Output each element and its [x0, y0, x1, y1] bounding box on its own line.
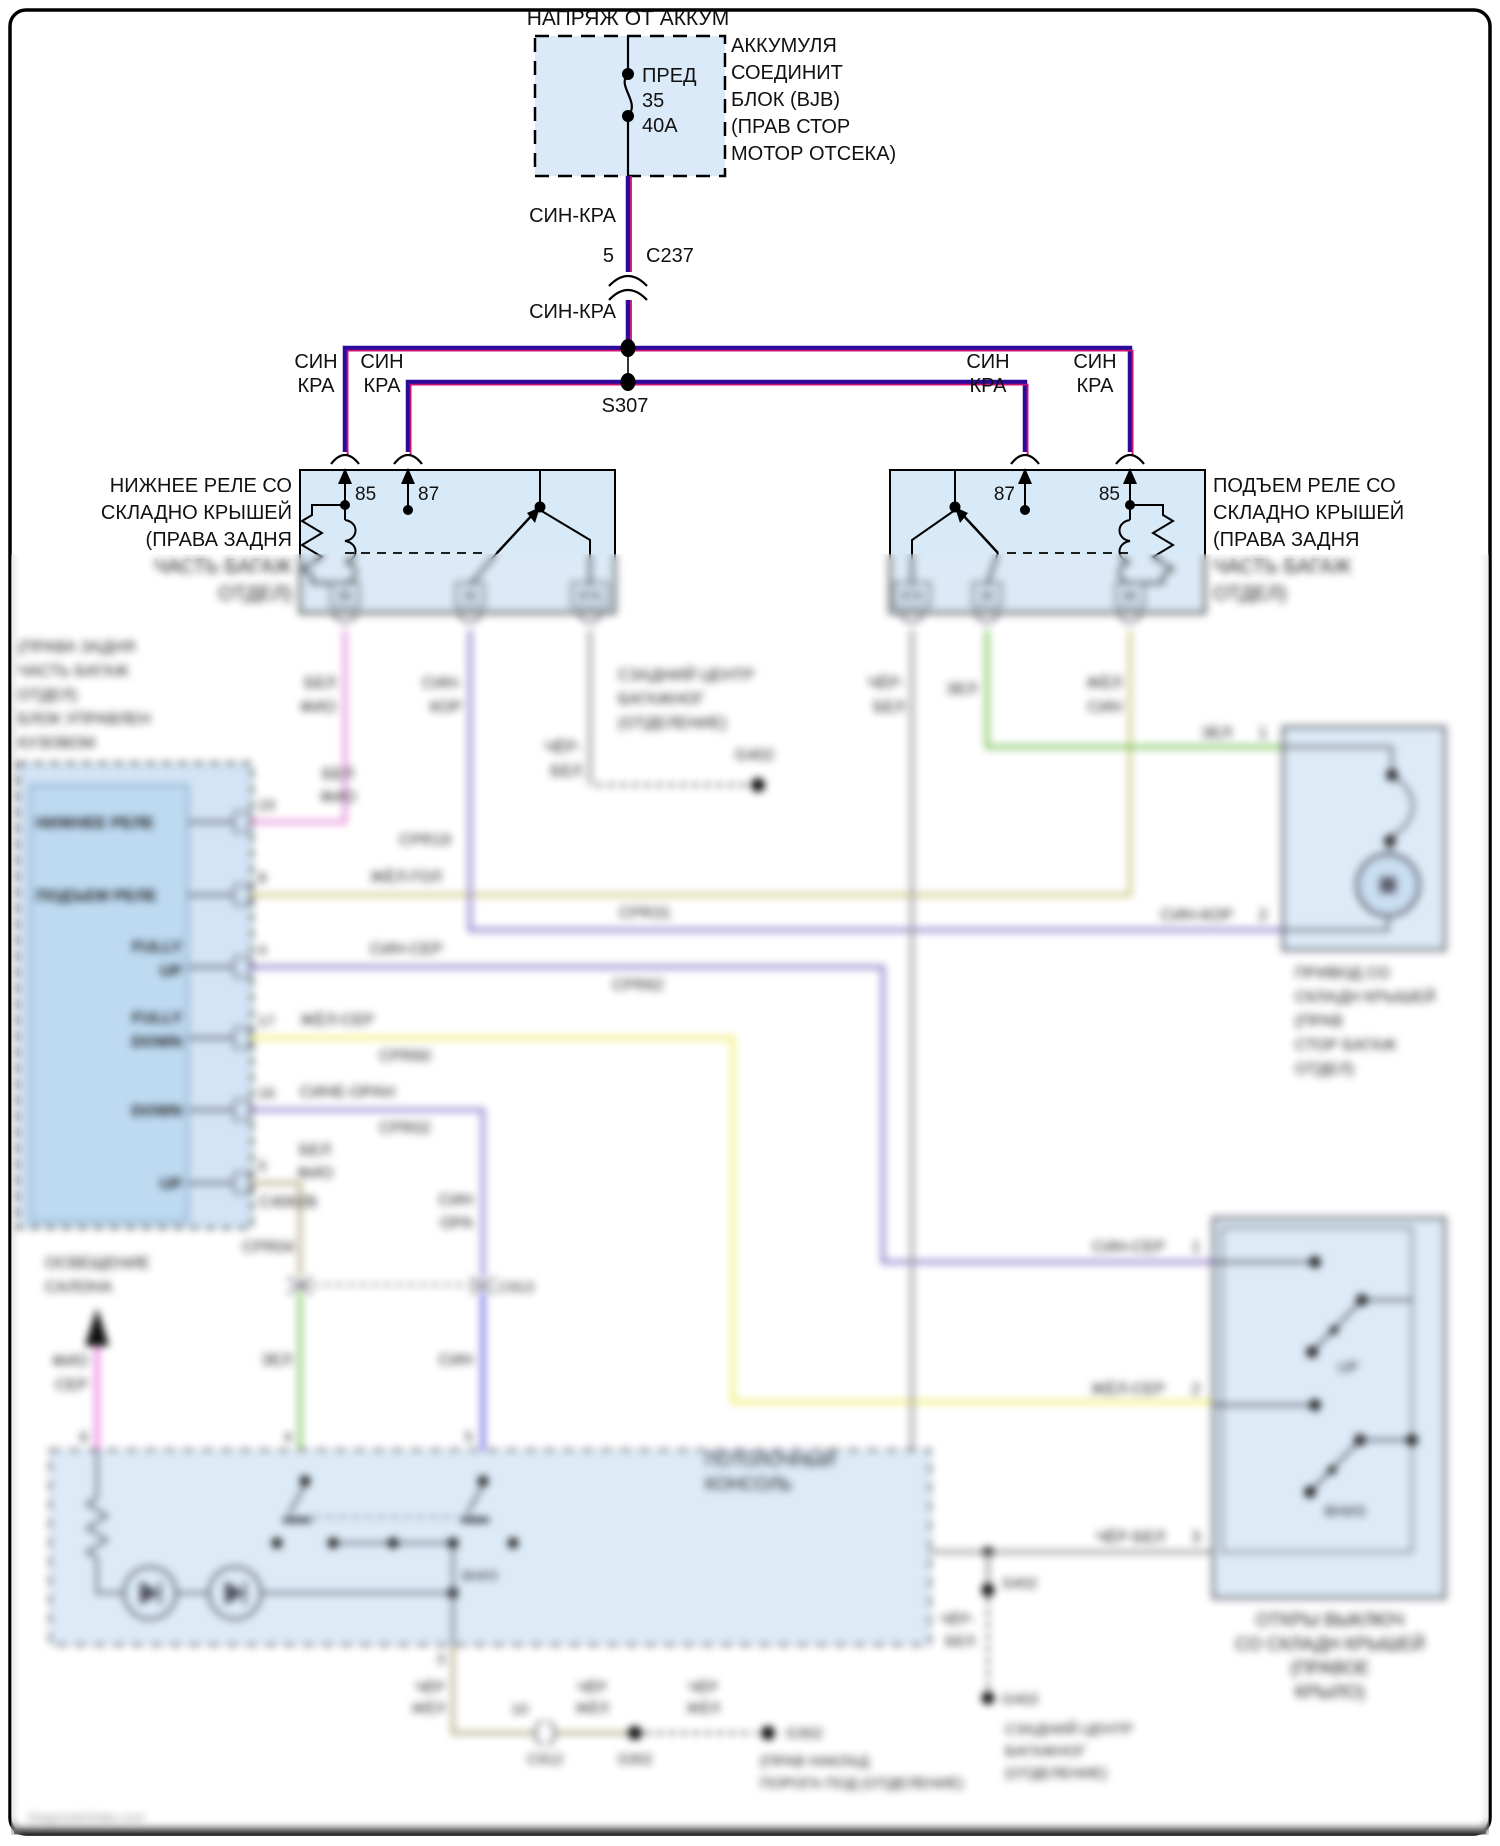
fuse-label: ПРЕД — [642, 65, 697, 87]
overhead-console-box — [50, 1450, 930, 1645]
svg-text:ЧЁР-: ЧЁР- — [939, 1611, 975, 1628]
svg-text:ЧЁР: ЧЁР — [414, 1679, 445, 1696]
bcm-box — [18, 763, 275, 1228]
svg-text:FULLY: FULLY — [131, 1010, 182, 1027]
console-ground-run — [411, 1645, 963, 1792]
svg-text:86: 86 — [1123, 589, 1137, 603]
svg-text:DOWN: DOWN — [131, 1103, 182, 1120]
c237-label: C237 — [646, 245, 694, 267]
svg-text:(ПРАВОЕ: (ПРАВОЕ — [1290, 1658, 1370, 1678]
branch-wire-labels — [294, 351, 1116, 397]
svg-text:СКЛАДН КРЫШЕЙ: СКЛАДН КРЫШЕЙ — [1295, 989, 1436, 1006]
svg-text:АККУМУЛЯ: АККУМУЛЯ — [731, 35, 837, 57]
svg-text:БЕЛ: БЕЛ — [299, 1142, 331, 1159]
svg-text:КРА: КРА — [1076, 375, 1114, 397]
wire-zel-right — [987, 630, 1283, 747]
svg-text:БЕЛ: БЕЛ — [873, 699, 905, 716]
svg-text:КОНСОЛЬ: КОНСОЛЬ — [705, 1474, 793, 1494]
svg-text:КОР: КОР — [429, 699, 462, 716]
svg-text:ЗЕЛ: ЗЕЛ — [1201, 725, 1232, 742]
svg-text:6: 6 — [79, 1429, 88, 1446]
pin-87: 87 — [418, 484, 440, 505]
svg-text:ФИО: ФИО — [299, 699, 336, 716]
svg-text:(ПРАВ СТОР: (ПРАВ СТОР — [731, 116, 851, 138]
ground-g402-upper — [545, 665, 775, 792]
svg-text:CPR31: CPR31 — [619, 905, 671, 922]
svg-text:ЖЁЛ: ЖЁЛ — [1086, 675, 1122, 692]
svg-text:СИН-СЕР: СИН-СЕР — [1092, 1239, 1165, 1256]
svg-text:17: 17 — [258, 1013, 275, 1030]
svg-text:БЛОК УПРАВЛЕН: БЛОК УПРАВЛЕН — [18, 711, 151, 728]
wire-color-label: СИН-КРА — [529, 205, 616, 227]
svg-text:СИН: СИН — [360, 351, 404, 373]
svg-text:СИН: СИН — [438, 1352, 473, 1369]
wire-cher-bel-right — [912, 630, 1213, 1552]
svg-text:БЕЛ: БЕЛ — [304, 675, 336, 692]
svg-text:СИН-СЕР: СИН-СЕР — [370, 941, 443, 958]
svg-text:ЧАСТЬ БАГАЖ: ЧАСТЬ БАГАЖ — [153, 556, 292, 578]
svg-text:ЧЁР-: ЧЁР- — [867, 675, 905, 692]
relay-raise-box — [890, 468, 1205, 613]
bcm-wire-labels — [242, 766, 670, 1256]
svg-text:ПРИВОД СО: ПРИВОД СО — [1295, 965, 1390, 982]
svg-text:СЗАДНИЙ ЦЕНТР: СЗАДНИЙ ЦЕНТР — [1005, 1721, 1134, 1738]
svg-text:ФИО: ФИО — [319, 789, 357, 806]
svg-text:UP: UP — [159, 1176, 182, 1193]
svg-text:87A: 87A — [900, 589, 924, 603]
svg-text:ОТДЕЛ): ОТДЕЛ) — [18, 687, 78, 704]
svg-text:FULLY: FULLY — [131, 939, 182, 956]
svg-text:CPR04: CPR04 — [242, 1239, 294, 1256]
relay-lower-label — [101, 475, 293, 605]
svg-text:СИН: СИН — [438, 1192, 473, 1209]
relay-input-connectors — [331, 455, 1144, 464]
svg-text:(ПРАВ НАКЛАД: (ПРАВ НАКЛАД — [760, 1753, 870, 1770]
relay-lower-box — [300, 468, 615, 613]
svg-text:ОРА: ОРА — [440, 1215, 473, 1232]
svg-text:СИН: СИН — [294, 351, 338, 373]
svg-text:ЖЁЛ: ЖЁЛ — [686, 1700, 720, 1717]
svg-text:СЗАДНИЙ ЦЕНТР: СЗАДНИЙ ЦЕНТР — [618, 667, 755, 684]
svg-text:СКЛАДНО КРЫШЕЙ: СКЛАДНО КРЫШЕЙ — [1213, 502, 1405, 524]
svg-text:ЖЁЛ-СЕР: ЖЁЛ-СЕР — [1090, 1381, 1165, 1398]
pin-85: 85 — [355, 484, 377, 505]
ground-g402-lower — [940, 1547, 1133, 1783]
wire-color-label: СИН-КРА — [529, 301, 616, 323]
svg-text:4: 4 — [258, 942, 267, 959]
bcm-location-label — [18, 639, 150, 752]
svg-text:МОТОР ОТСЕКА): МОТОР ОТСЕКА) — [731, 143, 897, 165]
svg-text:19: 19 — [258, 797, 275, 814]
liftgate-switch-label — [1235, 1610, 1425, 1702]
svg-text:UP: UP — [1337, 1359, 1359, 1376]
svg-text:3: 3 — [1191, 1529, 1201, 1546]
svg-text:(ОТДЕЛЕНИЕ): (ОТДЕЛЕНИЕ) — [618, 715, 727, 732]
svg-text:(ОТДЕЛЕНИЕ): (ОТДЕЛЕНИЕ) — [1005, 1765, 1107, 1782]
actuator-box — [1161, 725, 1445, 950]
bcm-row-raise-relay: ПОДЪЕМ РЕЛЕ — [36, 888, 157, 905]
svg-text:БАГАЖНОГ: БАГАЖНОГ — [1005, 1743, 1087, 1760]
svg-text:ОСВЕЩЕНИЕ: ОСВЕЩЕНИЕ — [45, 1255, 150, 1272]
svg-text:5: 5 — [464, 1429, 473, 1446]
fuse-rating: 40А — [642, 115, 678, 137]
svg-text:БЛОК (BJB): БЛОК (BJB) — [731, 89, 841, 111]
splice-s307 — [345, 339, 1133, 455]
svg-text:C913: C913 — [498, 1279, 534, 1296]
svg-text:G402: G402 — [1002, 1691, 1039, 1708]
svg-text:ОТДЕЛ): ОТДЕЛ) — [1213, 583, 1287, 605]
svg-text:СИН-КОР: СИН-КОР — [1160, 907, 1233, 924]
svg-text:4: 4 — [283, 1429, 292, 1446]
svg-text:ОТДЕЛ): ОТДЕЛ) — [1295, 1061, 1355, 1078]
svg-text:ПОДЪЕМ РЕЛЕ СО: ПОДЪЕМ РЕЛЕ СО — [1213, 475, 1396, 497]
svg-text:ФИО: ФИО — [51, 1353, 88, 1370]
svg-text:ВНИЗ: ВНИЗ — [1324, 1503, 1366, 1520]
svg-text:S302: S302 — [617, 1751, 653, 1768]
svg-text:СКЛАДНО КРЫШЕЙ: СКЛАДНО КРЫШЕЙ — [100, 502, 292, 524]
svg-text:ЧАСТЬ БАГАЖ: ЧАСТЬ БАГАЖ — [18, 663, 129, 680]
svg-text:(ПРАВА ЗАДНЯ: (ПРАВА ЗАДНЯ — [18, 639, 136, 656]
pin-87: 87 — [993, 484, 1015, 505]
svg-text:СИНЕ-ОРАН: СИНЕ-ОРАН — [300, 1084, 395, 1101]
svg-text:ФИО: ФИО — [296, 1165, 334, 1182]
svg-text:10: 10 — [511, 1701, 528, 1718]
svg-text:БЕЛ: БЕЛ — [945, 1633, 975, 1650]
svg-text:СТОР БАГАЖ: СТОР БАГАЖ — [1295, 1037, 1397, 1054]
svg-text:2: 2 — [1191, 1381, 1201, 1398]
svg-text:КРЫЛО): КРЫЛО) — [1294, 1682, 1366, 1702]
svg-text:БЕЛ: БЕЛ — [322, 766, 354, 783]
svg-text:DOWN: DOWN — [131, 1034, 182, 1051]
svg-text:8: 8 — [258, 870, 267, 887]
title-battery-voltage: НАПРЯЖ ОТ АККУМ — [526, 7, 730, 30]
bcm-row-lower-relay: НИЖНЕЕ РЕЛЕ — [36, 815, 155, 832]
svg-text:ЖЁЛ: ЖЁЛ — [575, 1700, 609, 1717]
svg-text:1: 1 — [1258, 725, 1268, 742]
svg-text:(ПРАВА ЗАДНЯ: (ПРАВА ЗАДНЯ — [145, 529, 292, 551]
bjb-location-label — [731, 35, 896, 165]
svg-text:КРА: КРА — [363, 375, 401, 397]
pin-85: 85 — [1098, 484, 1120, 505]
bottom-band — [14, 1828, 1486, 1834]
bcm-wires — [250, 630, 1213, 1450]
svg-text:ЖЁЛ-СЕР: ЖЁЛ-СЕР — [300, 1012, 375, 1029]
svg-text:CPR60: CPR60 — [379, 1048, 431, 1065]
s307-label: S307 — [601, 395, 649, 417]
svg-text:КРА: КРА — [969, 375, 1007, 397]
connector-c237-icon — [609, 276, 647, 300]
svg-text:ЗЕЛ: ЗЕЛ — [946, 681, 977, 698]
relay-raise-label — [1213, 475, 1404, 605]
wire-sin-kra-feed — [628, 176, 631, 341]
fuse-number: 35 — [642, 90, 665, 112]
svg-text:СИН-: СИН- — [422, 675, 462, 692]
dome-light-feed — [45, 1255, 150, 1450]
svg-text:30: 30 — [463, 589, 477, 603]
svg-text:ЧЁР: ЧЁР — [576, 1679, 608, 1696]
svg-text:S402: S402 — [1002, 1575, 1038, 1592]
svg-text:87A: 87A — [578, 589, 602, 603]
svg-text:ЖЁЛ-ГОЛ: ЖЁЛ-ГОЛ — [370, 869, 442, 886]
svg-text:UP: UP — [159, 963, 182, 980]
battery-junction-box — [535, 36, 725, 176]
svg-text:CPR02: CPR02 — [379, 1120, 431, 1137]
svg-text:(ПРАВА ЗАДНЯ: (ПРАВА ЗАДНЯ — [1213, 529, 1360, 551]
svg-text:БЕЛ: БЕЛ — [550, 763, 582, 780]
svg-text:САЛОНА: САЛОНА — [45, 1279, 113, 1296]
svg-text:16: 16 — [258, 1085, 275, 1102]
svg-text:2: 2 — [1258, 907, 1268, 924]
relay-output-connectors — [332, 613, 1143, 622]
connector-c913 — [261, 1192, 534, 1446]
svg-text:ОТДЕЛ): ОТДЕЛ) — [218, 583, 292, 605]
c237-pin: 5 — [602, 245, 614, 267]
svg-text:CPR62: CPR62 — [612, 977, 664, 994]
svg-text:C912: C912 — [527, 1751, 563, 1768]
actuator-label — [1295, 965, 1435, 1078]
svg-text:ЧАСТЬ БАГАЖ: ЧАСТЬ БАГАЖ — [1213, 556, 1352, 578]
svg-text:СОЕДИНИТ: СОЕДИНИТ — [731, 62, 843, 84]
svg-text:БАГАЖНОГ: БАГАЖНОГ — [618, 691, 705, 708]
svg-text:ПОТОЛОЧНЫЙ: ПОТОЛОЧНЫЙ — [705, 1450, 836, 1470]
watermark: DiagnosticData.com — [28, 1810, 145, 1825]
svg-text:(ПРАВ: (ПРАВ — [1295, 1013, 1343, 1030]
svg-text:5: 5 — [258, 1158, 267, 1175]
svg-text:ЧЁР-БЕЛ: ЧЁР-БЕЛ — [1095, 1529, 1165, 1546]
svg-text:ОТКРЫ ВЫКЛЮЧ: ОТКРЫ ВЫКЛЮЧ — [1255, 1610, 1405, 1630]
svg-text:30: 30 — [980, 589, 994, 603]
svg-text:СЕР: СЕР — [55, 1377, 88, 1394]
svg-text:C4062B: C4062B — [259, 1194, 317, 1211]
svg-text:НИЖНЕЕ РЕЛЕ СО: НИЖНЕЕ РЕЛЕ СО — [109, 475, 292, 497]
svg-text:СИН: СИН — [1073, 351, 1117, 373]
svg-text:КРА: КРА — [297, 375, 335, 397]
relay-output-nets — [470, 630, 1283, 1552]
svg-text:CPR19: CPR19 — [399, 832, 451, 849]
svg-text:СИН: СИН — [1087, 699, 1122, 716]
svg-text:G302: G302 — [786, 1725, 823, 1742]
liftgate-switch-box — [1091, 1218, 1445, 1598]
svg-text:ЧЁР-: ЧЁР- — [544, 739, 582, 756]
svg-text:ПОРОГА ПОД (ОТДЕЛЕНИЕ): ПОРОГА ПОД (ОТДЕЛЕНИЕ) — [760, 1775, 964, 1792]
svg-text:ЧЁР: ЧЁР — [687, 1679, 719, 1696]
svg-text:ЖЁЛ: ЖЁЛ — [411, 1700, 445, 1717]
svg-text:КУЗОВОМ: КУЗОВОМ — [18, 735, 96, 752]
svg-text:ЗЕЛ: ЗЕЛ — [261, 1352, 292, 1369]
svg-text:СО СКЛАДН КРЫШЕЙ: СО СКЛАДН КРЫШЕЙ — [1235, 1634, 1425, 1654]
svg-text:G402: G402 — [735, 747, 775, 764]
svg-text:СИН: СИН — [966, 351, 1010, 373]
svg-text:1: 1 — [1191, 1239, 1201, 1256]
svg-text:86: 86 — [338, 589, 352, 603]
up-arrow-icon — [85, 1308, 109, 1346]
svg-text:3: 3 — [436, 1651, 445, 1668]
svg-text:ВНИЗ: ВНИЗ — [462, 1568, 498, 1583]
